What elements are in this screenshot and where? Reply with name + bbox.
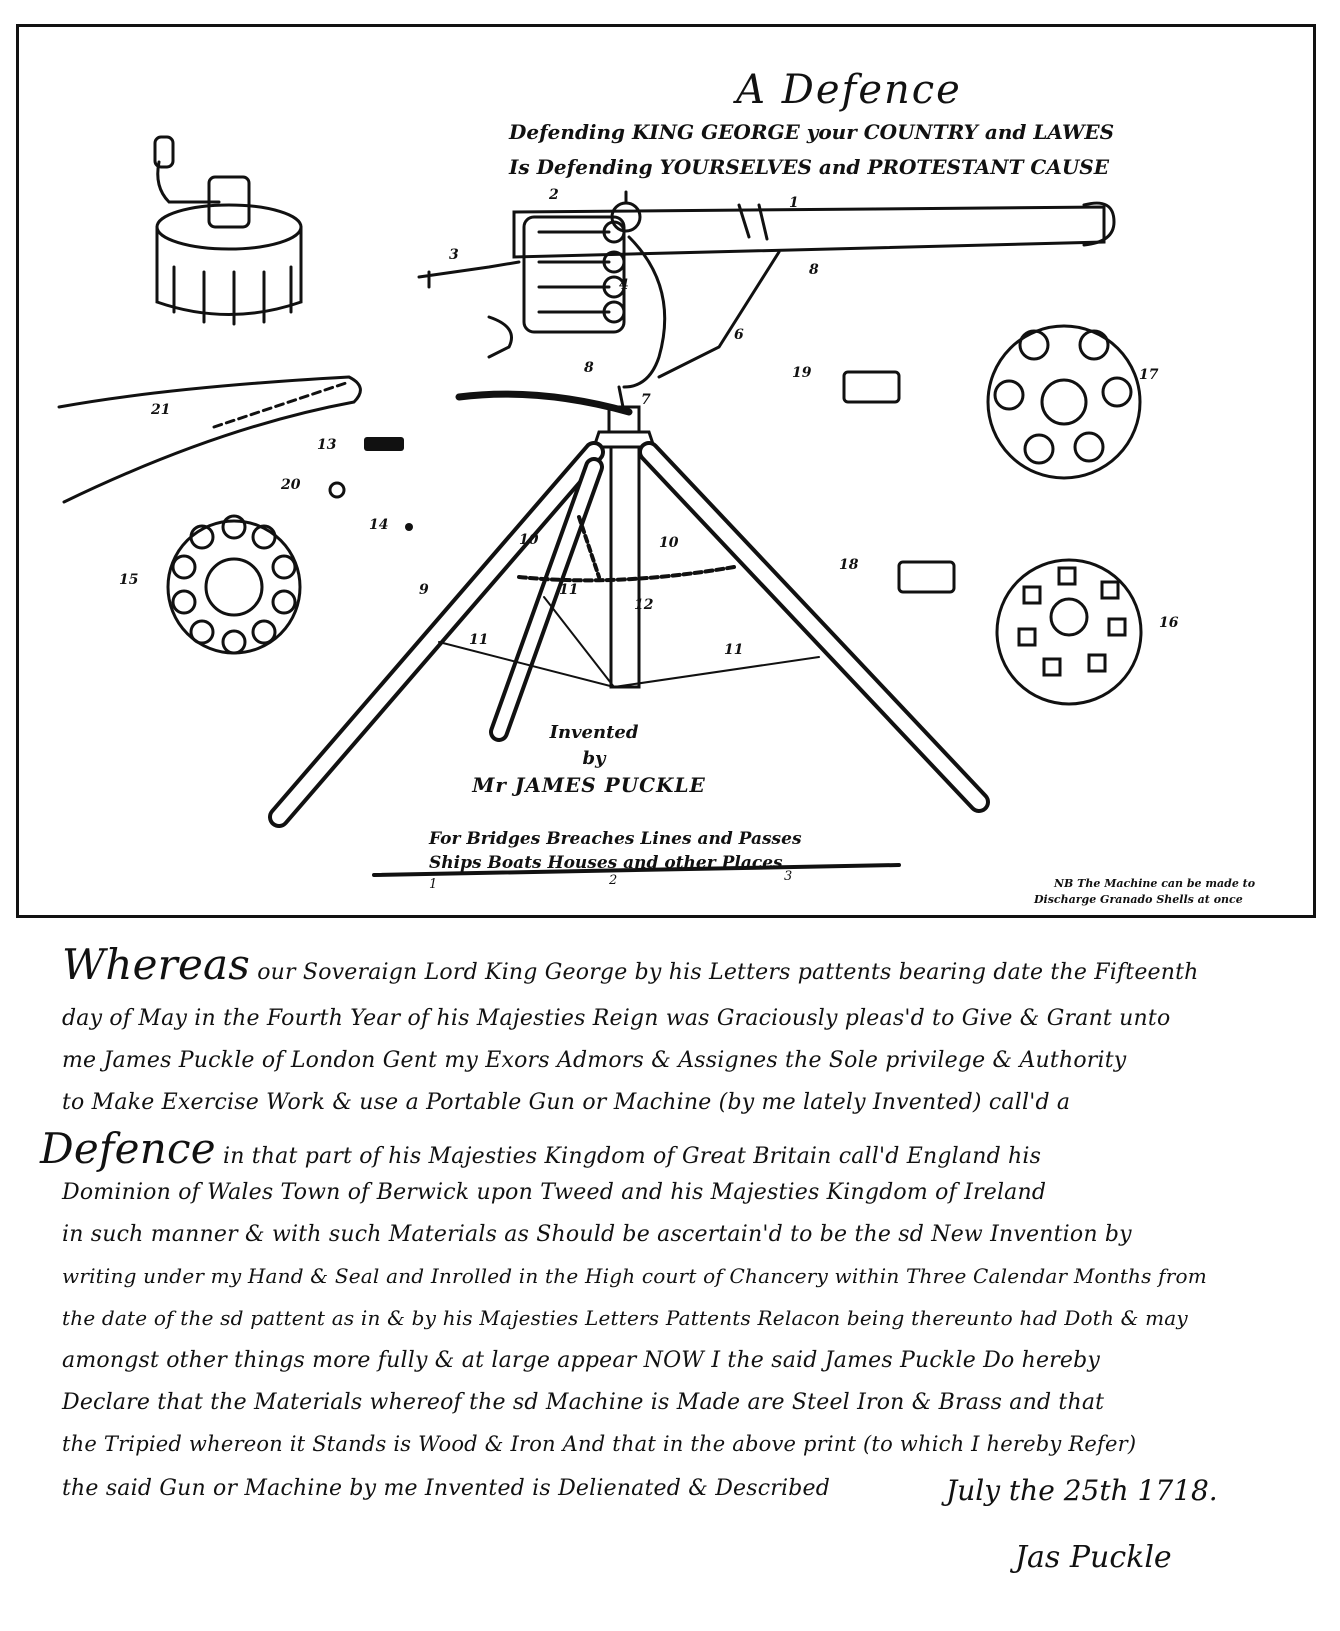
nota-bene-line-1: NB The Machine can be made to (1054, 877, 1256, 890)
text-line-body: amongst other things more fully & at large appear NOW I the said James Puckle Do hereby (62, 1348, 1101, 1373)
part-number: 2 (549, 187, 559, 203)
motto-line-2: Is Defending YOURSELVES and PROTESTANT CAUSE (509, 155, 1109, 179)
inventor-name: Mr JAMES PUCKLE (472, 773, 706, 797)
part-number: 15 (119, 572, 139, 588)
text-line (62, 1180, 1046, 1205)
text-line (62, 1222, 1132, 1247)
text-line (62, 1048, 1126, 1073)
part-number: 7 (641, 392, 651, 408)
text-line-body: me James Puckle of London Gent my Exors Admors & Assignes the Sole privilege & Authority (62, 1048, 1127, 1073)
text-line (62, 1264, 1207, 1288)
text-line-body: Declare that the Materials whereof the sd Machine is Made are Steel Iron & Brass and that (62, 1390, 1105, 1415)
part-number: 8 (809, 262, 819, 278)
part-number: 8 (584, 360, 594, 376)
part-number: 17 (1139, 367, 1159, 383)
part-number: 1 (789, 195, 799, 211)
text-line (62, 1390, 1104, 1415)
part-number: 20 (281, 477, 301, 493)
part-number: 21 (151, 402, 171, 418)
text-line (62, 1476, 830, 1501)
motto-line-1: Defending KING GEORGE your COUNTRY and LAWES (509, 120, 1115, 144)
uses-line-2: Ships Boats Houses and other Places (429, 853, 783, 873)
text-line-body: the Tripied whereon it Stands is Wood & Iron And that in the above print (to which I hereby Refer) (62, 1432, 1137, 1456)
text-line (62, 1090, 1070, 1115)
text-line (62, 940, 1199, 989)
signature: Jas Puckle (1015, 1540, 1172, 1575)
part-number: 18 (839, 557, 859, 573)
part-number: 16 (1159, 615, 1179, 631)
text-line (40, 1124, 1041, 1173)
text-line-body: the said Gun or Machine by me Invented is Delienated & Described (62, 1476, 831, 1501)
text-line-body: in that part of his Majesties Kingdom of Great Britain call'd England his (215, 1144, 1042, 1169)
by-label: by (582, 748, 606, 769)
text-line-body: the date of the sd pattent as in & by his Majesties Letters Pattents Relacon being thereunto had Doth & may (62, 1306, 1188, 1330)
uses-line-1: For Bridges Breaches Lines and Passes (429, 829, 802, 849)
text-line-body: day of May in the Fourth Year of his Majesties Reign was Graciously pleas'd to Give & Grant unto (62, 1006, 1171, 1031)
text-line-body: our Soveraign Lord King George by his Letters pattents bearing date the Fifteenth (250, 960, 1199, 985)
declaration-date: July the 25th 1718. (946, 1474, 1218, 1507)
part-number: 11 (469, 632, 489, 648)
text-line-body: in such manner & with such Materials as Should be ascertain'd to be the sd New Invention by (62, 1222, 1132, 1247)
part-number: 3 (449, 247, 459, 263)
scale-number: 2 (609, 873, 618, 888)
invented-label: Invented (549, 722, 639, 743)
part-number: 6 (734, 327, 744, 343)
nota-bene-line-2: Discharge Granado Shells at once (1034, 893, 1243, 906)
part-number: 4 (619, 277, 629, 293)
text-line-body: Dominion of Wales Town of Berwick upon Tweed and his Majesties Kingdom of Ireland (62, 1180, 1047, 1205)
part-number: 11 (724, 642, 744, 658)
text-line-lead: Defence (40, 1124, 216, 1173)
text-line-body: writing under my Hand & Seal and Inrolled in the High court of Chancery within Three Calendar Months from (62, 1264, 1207, 1288)
part-number: 9 (419, 582, 429, 598)
part-number: 19 (792, 365, 812, 381)
engraved-plate (16, 24, 1316, 918)
part-number: 12 (634, 597, 654, 613)
text-line-lead: Whereas (62, 940, 251, 989)
scale-number: 1 (429, 877, 438, 892)
part-number: 14 (369, 517, 389, 533)
text-line (62, 1348, 1100, 1373)
part-number: 11 (559, 582, 579, 598)
part-number: 10 (519, 532, 539, 548)
scale-number: 3 (784, 869, 793, 884)
part-number: 10 (659, 535, 679, 551)
plate-title: A Defence (736, 67, 962, 113)
part-number: 13 (317, 437, 337, 453)
text-line (62, 1306, 1188, 1330)
text-line (62, 1006, 1170, 1031)
text-line-body: to Make Exercise Work & use a Portable Gun or Machine (by me lately Invented) call'd a (62, 1090, 1071, 1115)
text-line (62, 1432, 1136, 1456)
